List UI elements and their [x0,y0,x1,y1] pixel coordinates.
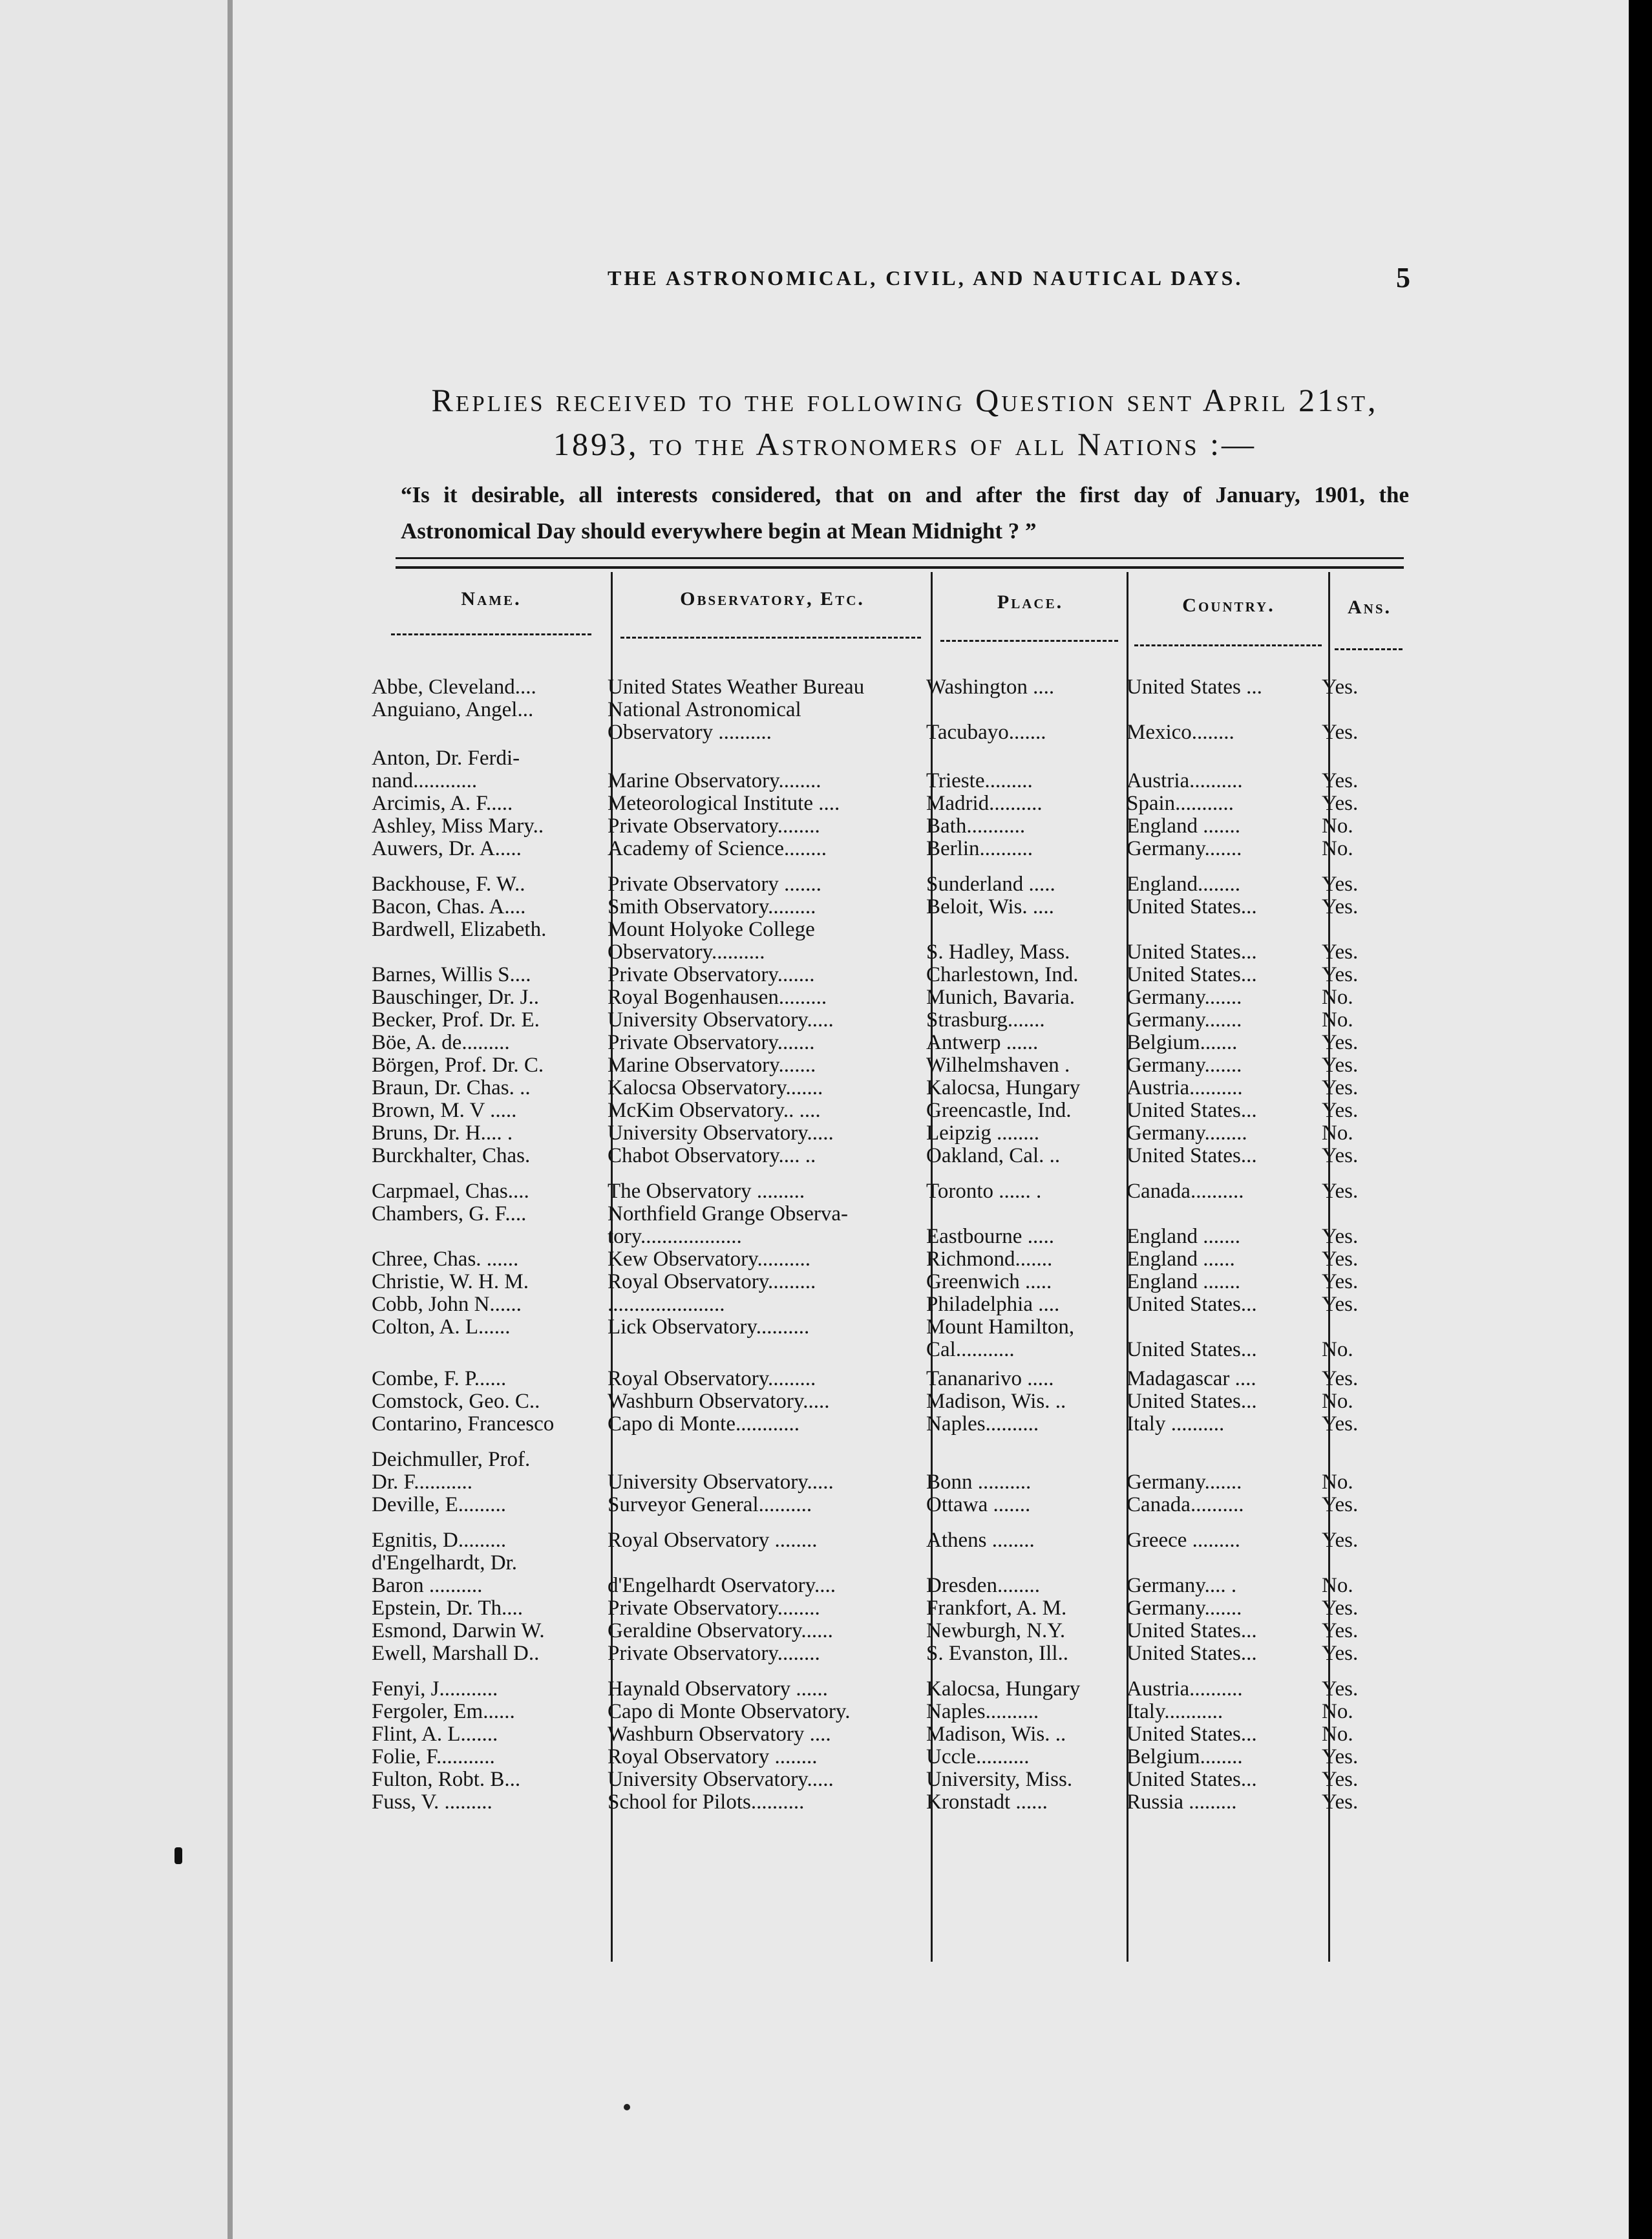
cell-name: Fenyi, J........... [372,1677,498,1701]
running-title: THE ASTRONOMICAL, CIVIL, AND NAUTICAL DAYS. [608,266,1244,290]
cell-name: Bauschinger, Dr. J.. [372,986,539,1009]
cell-place: Munich, Bavaria. [926,986,1075,1009]
cell-observatory: Academy of Science........ [608,837,827,860]
cell-observatory: Royal Observatory ........ [608,1529,818,1552]
cell-place: Greenwich ..... [926,1270,1052,1293]
cell-country: Germany....... [1127,1470,1242,1494]
cell-observatory: Private Observatory........ [608,814,820,838]
cell-name: Deichmuller, Prof. [372,1448,531,1471]
cell-country: England ....... [1127,1270,1240,1293]
cell-name: Fuss, V. ......... [372,1790,492,1814]
cell-observatory: tory................... [608,1225,742,1248]
cell-country: United States ... [1127,675,1262,699]
cell-observatory: University Observatory..... [608,1121,834,1145]
cell-answer: Yes. [1322,675,1359,699]
cell-observatory: Observatory .......... [608,721,772,744]
cell-answer: Yes. [1322,792,1359,815]
cell-name: d'Engelhardt, Dr. [372,1551,517,1575]
cell-place: University, Miss. [926,1768,1073,1791]
cell-answer: No. [1322,814,1353,838]
cell-answer: Yes. [1322,769,1359,792]
cell-name: Cobb, John N...... [372,1293,522,1316]
cell-name: Esmond, Darwin W. [372,1619,545,1642]
cell-answer: Yes. [1322,1076,1359,1099]
cell-country: Germany....... [1127,986,1242,1009]
cell-observatory: Smith Observatory......... [608,895,816,918]
cell-place: Dresden........ [926,1574,1040,1597]
cell-observatory: Royal Observatory......... [608,1367,816,1390]
cell-answer: Yes. [1322,1529,1359,1552]
cell-place: Bonn .......... [926,1470,1032,1494]
cell-name: Arcimis, A. F..... [372,792,513,815]
cell-place: Tananarivo ..... [926,1367,1054,1390]
cell-country: United States... [1127,895,1257,918]
cell-observatory: Chabot Observatory.... .. [608,1144,816,1167]
cell-country: Greece ......... [1127,1529,1240,1552]
cell-answer: No. [1322,1470,1353,1494]
cell-name: Ashley, Miss Mary.. [372,814,544,838]
cell-observatory: National Astronomical [608,698,801,721]
cell-place: Kalocsa, Hungary [926,1076,1081,1099]
cell-answer: Yes. [1322,1768,1359,1791]
cell-observatory: Kew Observatory.......... [608,1247,811,1271]
cell-answer: No. [1322,1723,1353,1746]
header-rule [1134,644,1322,646]
cell-observatory: Mount Holyoke College [608,918,815,941]
cell-name: Comstock, Geo. C.. [372,1390,540,1413]
cell-place: Naples.......... [926,1700,1039,1723]
cell-answer: Yes. [1322,1745,1359,1768]
cell-name: Baron .......... [372,1574,483,1597]
cell-name: Chambers, G. F.... [372,1202,527,1226]
cell-observatory: Observatory.......... [608,940,765,964]
cell-answer: No. [1322,1338,1353,1361]
cell-answer: Yes. [1322,1790,1359,1814]
question-text: “Is it desirable, all interests considered, that on and after the first day of January, 1901, the Astronomical Day should everywhere begin at Mean Midnight ? ” [401,482,1409,544]
cell-place: Beloit, Wis. .... [926,895,1054,918]
cell-place: Oakland, Cal. .. [926,1144,1061,1167]
cell-answer: Yes. [1322,1099,1359,1122]
cell-observatory: Royal Observatory ........ [608,1745,818,1768]
cell-place: Richmond....... [926,1247,1053,1271]
cell-place: Kalocsa, Hungary [926,1677,1081,1701]
page-edge-mark [175,1847,182,1864]
page-title [394,378,1415,466]
cell-answer: Yes. [1322,1642,1359,1665]
cell-answer: Yes. [1322,1180,1359,1203]
cell-place: Strasburg....... [926,1008,1045,1032]
cell-observatory: Geraldine Observatory...... [608,1619,833,1642]
cell-observatory: Kalocsa Observatory....... [608,1076,823,1099]
cell-answer: Yes. [1322,1293,1359,1316]
cell-country: Germany....... [1127,1008,1242,1032]
column-header-observatory: Observatory, Etc. [680,588,865,610]
cell-place: Trieste......... [926,769,1033,792]
cell-country: England ....... [1127,1225,1240,1248]
cell-observatory: University Observatory..... [608,1768,834,1791]
cell-name: Combe, F. P...... [372,1367,507,1390]
cell-place: Naples.......... [926,1412,1039,1436]
cell-country: Russia ......... [1127,1790,1237,1814]
cell-place: Newburgh, N.Y. [926,1619,1066,1642]
cell-place: Kronstadt ...... [926,1790,1048,1814]
cell-name: nand............ [372,769,478,792]
cell-place: Tacubayo....... [926,721,1046,744]
cell-country: Mexico........ [1127,721,1234,744]
column-header-place: Place. [997,591,1064,613]
cell-name: Epstein, Dr. Th.... [372,1597,524,1620]
title-line-1: Replies received to the following Question sent April 21st, [431,382,1379,418]
cell-observatory: Royal Observatory......... [608,1270,816,1293]
cell-country: Madagascar .... [1127,1367,1256,1390]
cell-observatory: Northfield Grange Observa- [608,1202,849,1226]
cell-observatory: Private Observatory........ [608,1642,820,1665]
cell-country: Germany........ [1127,1121,1247,1145]
cell-country: United States... [1127,1144,1257,1167]
cell-place: Berlin.......... [926,837,1033,860]
cell-name: Böe, A. de......... [372,1031,510,1054]
cell-place: Philadelphia .... [926,1293,1060,1316]
cell-name: Burckhalter, Chas. [372,1144,531,1167]
cell-country: United States... [1127,1619,1257,1642]
cell-answer: Yes. [1322,895,1359,918]
cell-answer: No. [1322,1121,1353,1145]
ink-dot [624,2104,630,2110]
cell-place: Charlestown, Ind. [926,963,1079,986]
cell-name: Barnes, Willis S.... [372,963,531,986]
cell-answer: Yes. [1322,721,1359,744]
cell-observatory: Marine Observatory........ [608,769,821,792]
left-page [0,0,228,2239]
cell-place: Frankfort, A. M. [926,1597,1067,1620]
cell-observatory: Royal Bogenhausen......... [608,986,827,1009]
cell-place: Toronto ...... . [926,1180,1042,1203]
header-rule [391,633,591,635]
cell-observatory: University Observatory..... [608,1008,834,1032]
cell-name: Ewell, Marshall D.. [372,1642,540,1665]
cell-name: Flint, A. L....... [372,1723,498,1746]
cell-name: Brown, M. V ..... [372,1099,517,1122]
top-rule [396,557,1404,559]
cell-observatory: Marine Observatory....... [608,1054,816,1077]
cell-observatory: Surveyor General.......... [608,1493,812,1516]
cell-observatory: Private Observatory ....... [608,873,821,896]
cell-place: Greencastle, Ind. [926,1099,1072,1122]
cell-country: Germany....... [1127,1054,1242,1077]
cell-place: Wilhelmshaven . [926,1054,1070,1077]
header-rule [1335,648,1403,650]
cell-answer: Yes. [1322,1619,1359,1642]
cell-place: Antwerp ...... [926,1031,1039,1054]
cell-answer: Yes. [1322,873,1359,896]
cell-observatory: d'Engelhardt Oservatory.... [608,1574,836,1597]
column-header-answer: Ans. [1347,597,1392,618]
cell-name: Anton, Dr. Ferdi- [372,747,520,770]
cell-observatory: ...................... [608,1293,725,1316]
cell-name: Egnitis, D......... [372,1529,507,1552]
cell-place: Eastbourne ..... [926,1225,1054,1248]
cell-country: Italy .......... [1127,1412,1225,1436]
cell-place: Cal........... [926,1338,1015,1361]
cell-country: Italy........... [1127,1700,1223,1723]
cell-country: Germany....... [1127,837,1242,860]
cell-observatory: School for Pilots.......... [608,1790,805,1814]
cell-answer: Yes. [1322,1597,1359,1620]
cell-observatory: Private Observatory....... [608,1031,815,1054]
column-header-name: Name. [461,588,522,610]
cell-place: Washington .... [926,675,1055,699]
cell-country: United States... [1127,1390,1257,1413]
cell-country: England........ [1127,873,1240,896]
cell-place: Madison, Wis. .. [926,1723,1066,1746]
cell-name: Becker, Prof. Dr. E. [372,1008,540,1032]
cell-name: Fulton, Robt. B... [372,1768,521,1791]
cell-observatory: Private Observatory....... [608,963,815,986]
cell-name: Bardwell, Elizabeth. [372,918,547,941]
cell-country: Belgium........ [1127,1745,1243,1768]
cell-country: Germany....... [1127,1597,1242,1620]
cell-place: S. Hadley, Mass. [926,940,1070,964]
cell-place: Uccle.......... [926,1745,1030,1768]
cell-answer: No. [1322,1700,1353,1723]
cell-country: Canada.......... [1127,1180,1244,1203]
header-rule [620,637,921,639]
cell-place: Madrid.......... [926,792,1043,815]
cell-country: Belgium....... [1127,1031,1238,1054]
cell-name: Christie, W. H. M. [372,1270,529,1293]
cell-answer: Yes. [1322,1144,1359,1167]
cell-name: Bruns, Dr. H.... . [372,1121,513,1145]
cell-name: Auwers, Dr. A..... [372,837,522,860]
cell-answer: Yes. [1322,1031,1359,1054]
cell-name: Deville, E......... [372,1493,507,1516]
cell-observatory: McKim Observatory.. .... [608,1099,821,1122]
cell-name: Bacon, Chas. A.... [372,895,526,918]
cell-place: Madison, Wis. .. [926,1390,1066,1413]
cell-answer: Yes. [1322,1247,1359,1271]
cell-observatory: Capo di Monte............ [608,1412,800,1436]
cell-answer: No. [1322,1390,1353,1413]
cell-answer: No. [1322,837,1353,860]
cell-name: Backhouse, F. W.. [372,873,525,896]
cell-observatory: Haynald Observatory ...... [608,1677,828,1701]
cell-country: United States... [1127,1768,1257,1791]
cell-answer: Yes. [1322,940,1359,964]
cell-answer: No. [1322,1574,1353,1597]
cell-answer: Yes. [1322,1367,1359,1390]
cell-answer: Yes. [1322,1225,1359,1248]
column-header-country: Country. [1182,595,1275,616]
cell-observatory: Washburn Observatory..... [608,1390,830,1413]
cell-country: Austria.......... [1127,1076,1243,1099]
cell-country: Canada.......... [1127,1493,1244,1516]
top-rule-double [396,566,1404,569]
cell-name: Dr. F........... [372,1470,472,1494]
cell-answer: Yes. [1322,1412,1359,1436]
cell-country: United States... [1127,940,1257,964]
title-line-2: 1893, to the Astronomers of all Nations :— [553,426,1256,462]
cell-name: Chree, Chas. ...... [372,1247,519,1271]
cell-place: S. Evanston, Ill.. [926,1642,1068,1665]
cell-name: Folie, F........... [372,1745,495,1768]
replies-table [372,572,1409,1962]
cell-observatory: The Observatory ......... [608,1180,805,1203]
cell-place: Leipzig ........ [926,1121,1040,1145]
cell-observatory: University Observatory..... [608,1470,834,1494]
cell-answer: Yes. [1322,1270,1359,1293]
header-rule [940,640,1118,642]
cell-name: Anguiano, Angel... [372,698,534,721]
cell-name: Börgen, Prof. Dr. C. [372,1054,544,1077]
cell-name: Contarino, Francesco [372,1412,555,1436]
cell-name: Colton, A. L...... [372,1315,511,1339]
book-spine [228,0,233,2239]
cell-answer: Yes. [1322,963,1359,986]
page-number: 5 [1396,262,1410,293]
cell-place: Ottawa ....... [926,1493,1031,1516]
cell-name: Carpmael, Chas.... [372,1180,529,1203]
cell-country: Austria.......... [1127,1677,1243,1701]
cell-country: United States... [1127,1338,1257,1361]
cell-country: United States... [1127,1293,1257,1316]
cell-country: Germany.... . [1127,1574,1237,1597]
cell-country: Spain........... [1127,792,1234,815]
cell-observatory: Private Observatory........ [608,1597,820,1620]
cell-observatory: Washburn Observatory .... [608,1723,831,1746]
cell-observatory: Capo di Monte Observatory. [608,1700,851,1723]
cell-place: Mount Hamilton, [926,1315,1075,1339]
cell-country: England ...... [1127,1247,1235,1271]
cell-answer: Yes. [1322,1054,1359,1077]
cell-country: United States... [1127,963,1257,986]
cell-observatory: United States Weather Bureau [608,675,865,699]
cell-country: England ....... [1127,814,1240,838]
cell-country: United States... [1127,1723,1257,1746]
cell-answer: No. [1322,1008,1353,1032]
cell-place: Sunderland ..... [926,873,1055,896]
cell-place: Athens ........ [926,1529,1035,1552]
cell-observatory: Meteorological Institute .... [608,792,840,815]
cell-country: United States... [1127,1099,1257,1122]
cell-name: Abbe, Cleveland.... [372,675,536,699]
cell-country: United States... [1127,1642,1257,1665]
cell-name: Fergoler, Em...... [372,1700,515,1723]
cell-answer: Yes. [1322,1493,1359,1516]
cell-country: Austria.......... [1127,769,1243,792]
cell-answer: Yes. [1322,1677,1359,1701]
cell-place: Bath........... [926,814,1026,838]
cell-observatory: Lick Observatory.......... [608,1315,810,1339]
cell-name: Braun, Dr. Chas. .. [372,1076,531,1099]
cell-answer: No. [1322,986,1353,1009]
